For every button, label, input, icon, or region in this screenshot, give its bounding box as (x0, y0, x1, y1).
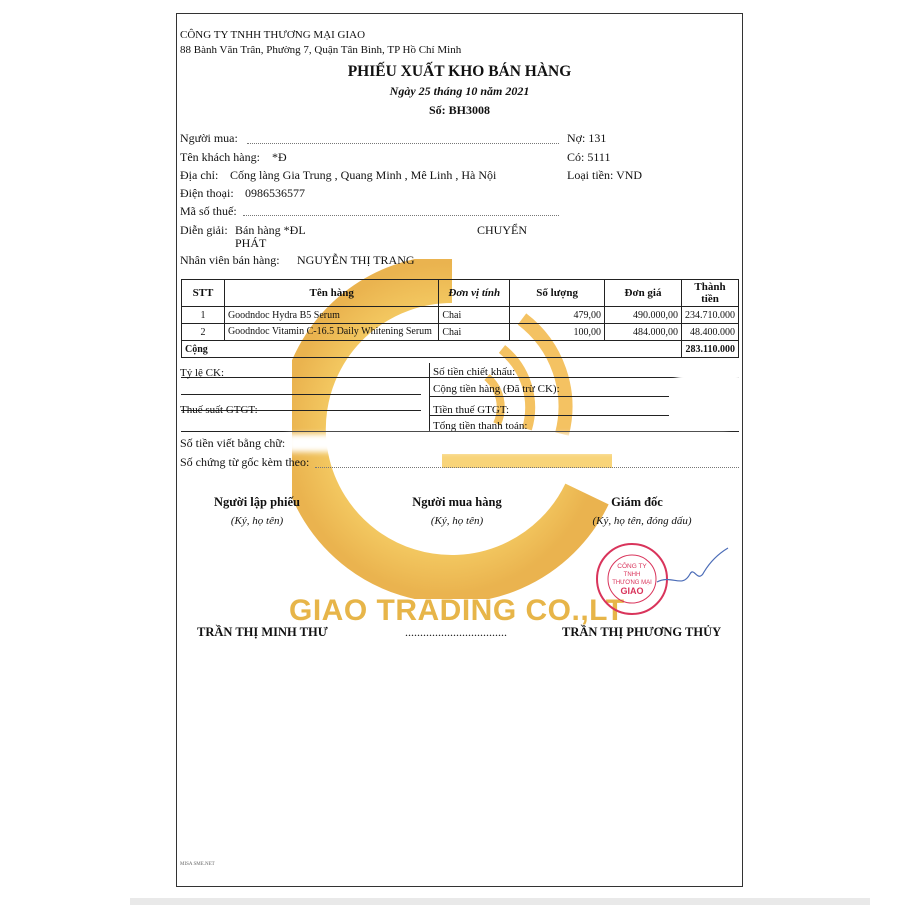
subtotal-label: Cộng tiền hàng (Đã trừ CK): (433, 383, 560, 395)
document-number: Số: BH3008 (428, 103, 490, 117)
row-stt: 2 (182, 324, 225, 341)
total-spacer (510, 341, 605, 358)
total-value: 283.110.000 (682, 341, 739, 358)
tax-code-label: Mã số thuế: (180, 204, 237, 218)
row-unit: Chai (439, 307, 510, 324)
description-label: Diễn giải: (180, 223, 228, 237)
phone-label: Điện thoại: (180, 186, 234, 200)
address-label: Địa chỉ: (180, 168, 219, 182)
vat-amount-label: Tiền thuế GTGT: (433, 404, 510, 416)
buyer-signature-name: .................................. (405, 625, 507, 639)
row-stt: 1 (182, 307, 225, 324)
summary-line (429, 396, 669, 397)
col-qty: Số lượng (510, 280, 605, 307)
vat-rate-label: Thuế suất GTGT: (180, 404, 258, 416)
director-title: Giám đốc (611, 495, 663, 509)
redacted-area (287, 434, 727, 452)
sales-staff-value: NGUYỄN THỊ TRANG (297, 253, 415, 267)
col-amount: Thành tiền (682, 280, 739, 307)
document-title: PHIẾU XUẤT KHO BÁN HÀNG (347, 63, 572, 80)
page-bottom-shadow (130, 898, 870, 905)
col-price: Đơn giá (605, 280, 682, 307)
summary-line (429, 415, 669, 416)
director-signature (652, 544, 732, 594)
total-spacer (605, 341, 682, 358)
col-unit: Đơn vị tính (439, 280, 510, 307)
description-value-line2: PHÁT (235, 236, 267, 250)
watermark-text: GIAO TRADING CO.,LT (289, 594, 625, 627)
discount-rate-label: Tỷ lệ CK: (180, 367, 224, 379)
stamp-line1: CÔNG TY (617, 563, 647, 570)
customer-label: Tên khách hàng: (180, 150, 260, 164)
row-price: 484.000,00 (605, 324, 682, 341)
preparer-title: Người lập phiếu (214, 495, 300, 509)
address-value: Cống làng Gia Trung , Quang Minh , Mê Linh , Hà Nội (230, 168, 497, 182)
total-row (182, 341, 739, 358)
description-value: Bán hàng *ĐL (235, 223, 306, 237)
currency: Loại tiền: VND (567, 168, 643, 182)
preparer-subtitle: (Ký, họ tên) (230, 515, 284, 527)
row-amount: 234.710.000 (682, 307, 739, 324)
document-date: Ngày 25 tháng 10 năm 2021 (389, 84, 530, 98)
grand-total-label: Tổng tiền thanh toán: (433, 420, 528, 432)
footer-source: MISA SME.NET (180, 862, 215, 867)
sales-staff-label: Nhân viên bán hàng: (180, 253, 280, 267)
tax-code-line (243, 215, 559, 216)
total-label: Cộng (182, 341, 439, 358)
phone-value: 0986536577 (245, 186, 305, 200)
row-amount: 48.400.000 (682, 324, 739, 341)
company-address: 88 Bành Văn Trân, Phường 7, Quận Tân Bình, TP Hồ Chí Minh (180, 44, 462, 56)
stamp-line4: GIAO (620, 586, 644, 596)
customer-value: *Đ (272, 150, 287, 164)
row-price: 490.000,00 (605, 307, 682, 324)
row-unit: Chai (439, 324, 510, 341)
row-name: Goodndoc Hydra B5 Serum (224, 307, 438, 324)
attached-docs-label: Số chứng từ gốc kèm theo: (180, 455, 310, 469)
credit-account: Có: 5111 (567, 150, 611, 164)
row-qty: 479,00 (510, 307, 605, 324)
row-qty: 100,00 (510, 324, 605, 341)
table-row (182, 324, 739, 341)
redacted-area (677, 366, 742, 426)
buyer-label: Người mua: (180, 131, 238, 145)
preparer-name: TRẦN THỊ MINH THƯ (197, 625, 328, 639)
buyer-line (247, 143, 559, 144)
buyer-signature-title: Người mua hàng (412, 495, 502, 509)
summary-divider (429, 363, 430, 431)
buyer-signature-subtitle: (Ký, họ tên) (430, 515, 484, 527)
discount-amount-label: Số tiền chiết khấu: (433, 366, 516, 378)
debit-account: Nợ: 131 (567, 131, 607, 145)
stamp-line2: TNHH (623, 572, 641, 578)
summary-line (181, 394, 421, 395)
summary-bottom-line (181, 431, 739, 432)
description-value-end: CHUYỂN (477, 223, 527, 237)
col-name: Tên hàng (224, 280, 438, 307)
attached-docs-line (315, 467, 739, 468)
row-name: Goodndoc Vitamin C-16.5 Daily Whitening Serum (224, 324, 438, 341)
amount-in-words-label: Số tiền viết bằng chữ: (180, 436, 286, 450)
stamp-line3: THƯƠNG MẠI (612, 580, 652, 586)
table-row (182, 307, 739, 324)
table-header-row (182, 280, 739, 307)
director-subtitle: (Ký, họ tên, đóng dấu) (592, 515, 692, 527)
total-spacer (439, 341, 510, 358)
company-name: CÔNG TY TNHH THƯƠNG MẠI GIAO (180, 29, 366, 41)
col-stt: STT (182, 280, 225, 307)
items-table (181, 279, 739, 358)
director-name: TRẦN THỊ PHƯƠNG THỦY (562, 625, 722, 639)
invoice-paper (176, 13, 743, 887)
